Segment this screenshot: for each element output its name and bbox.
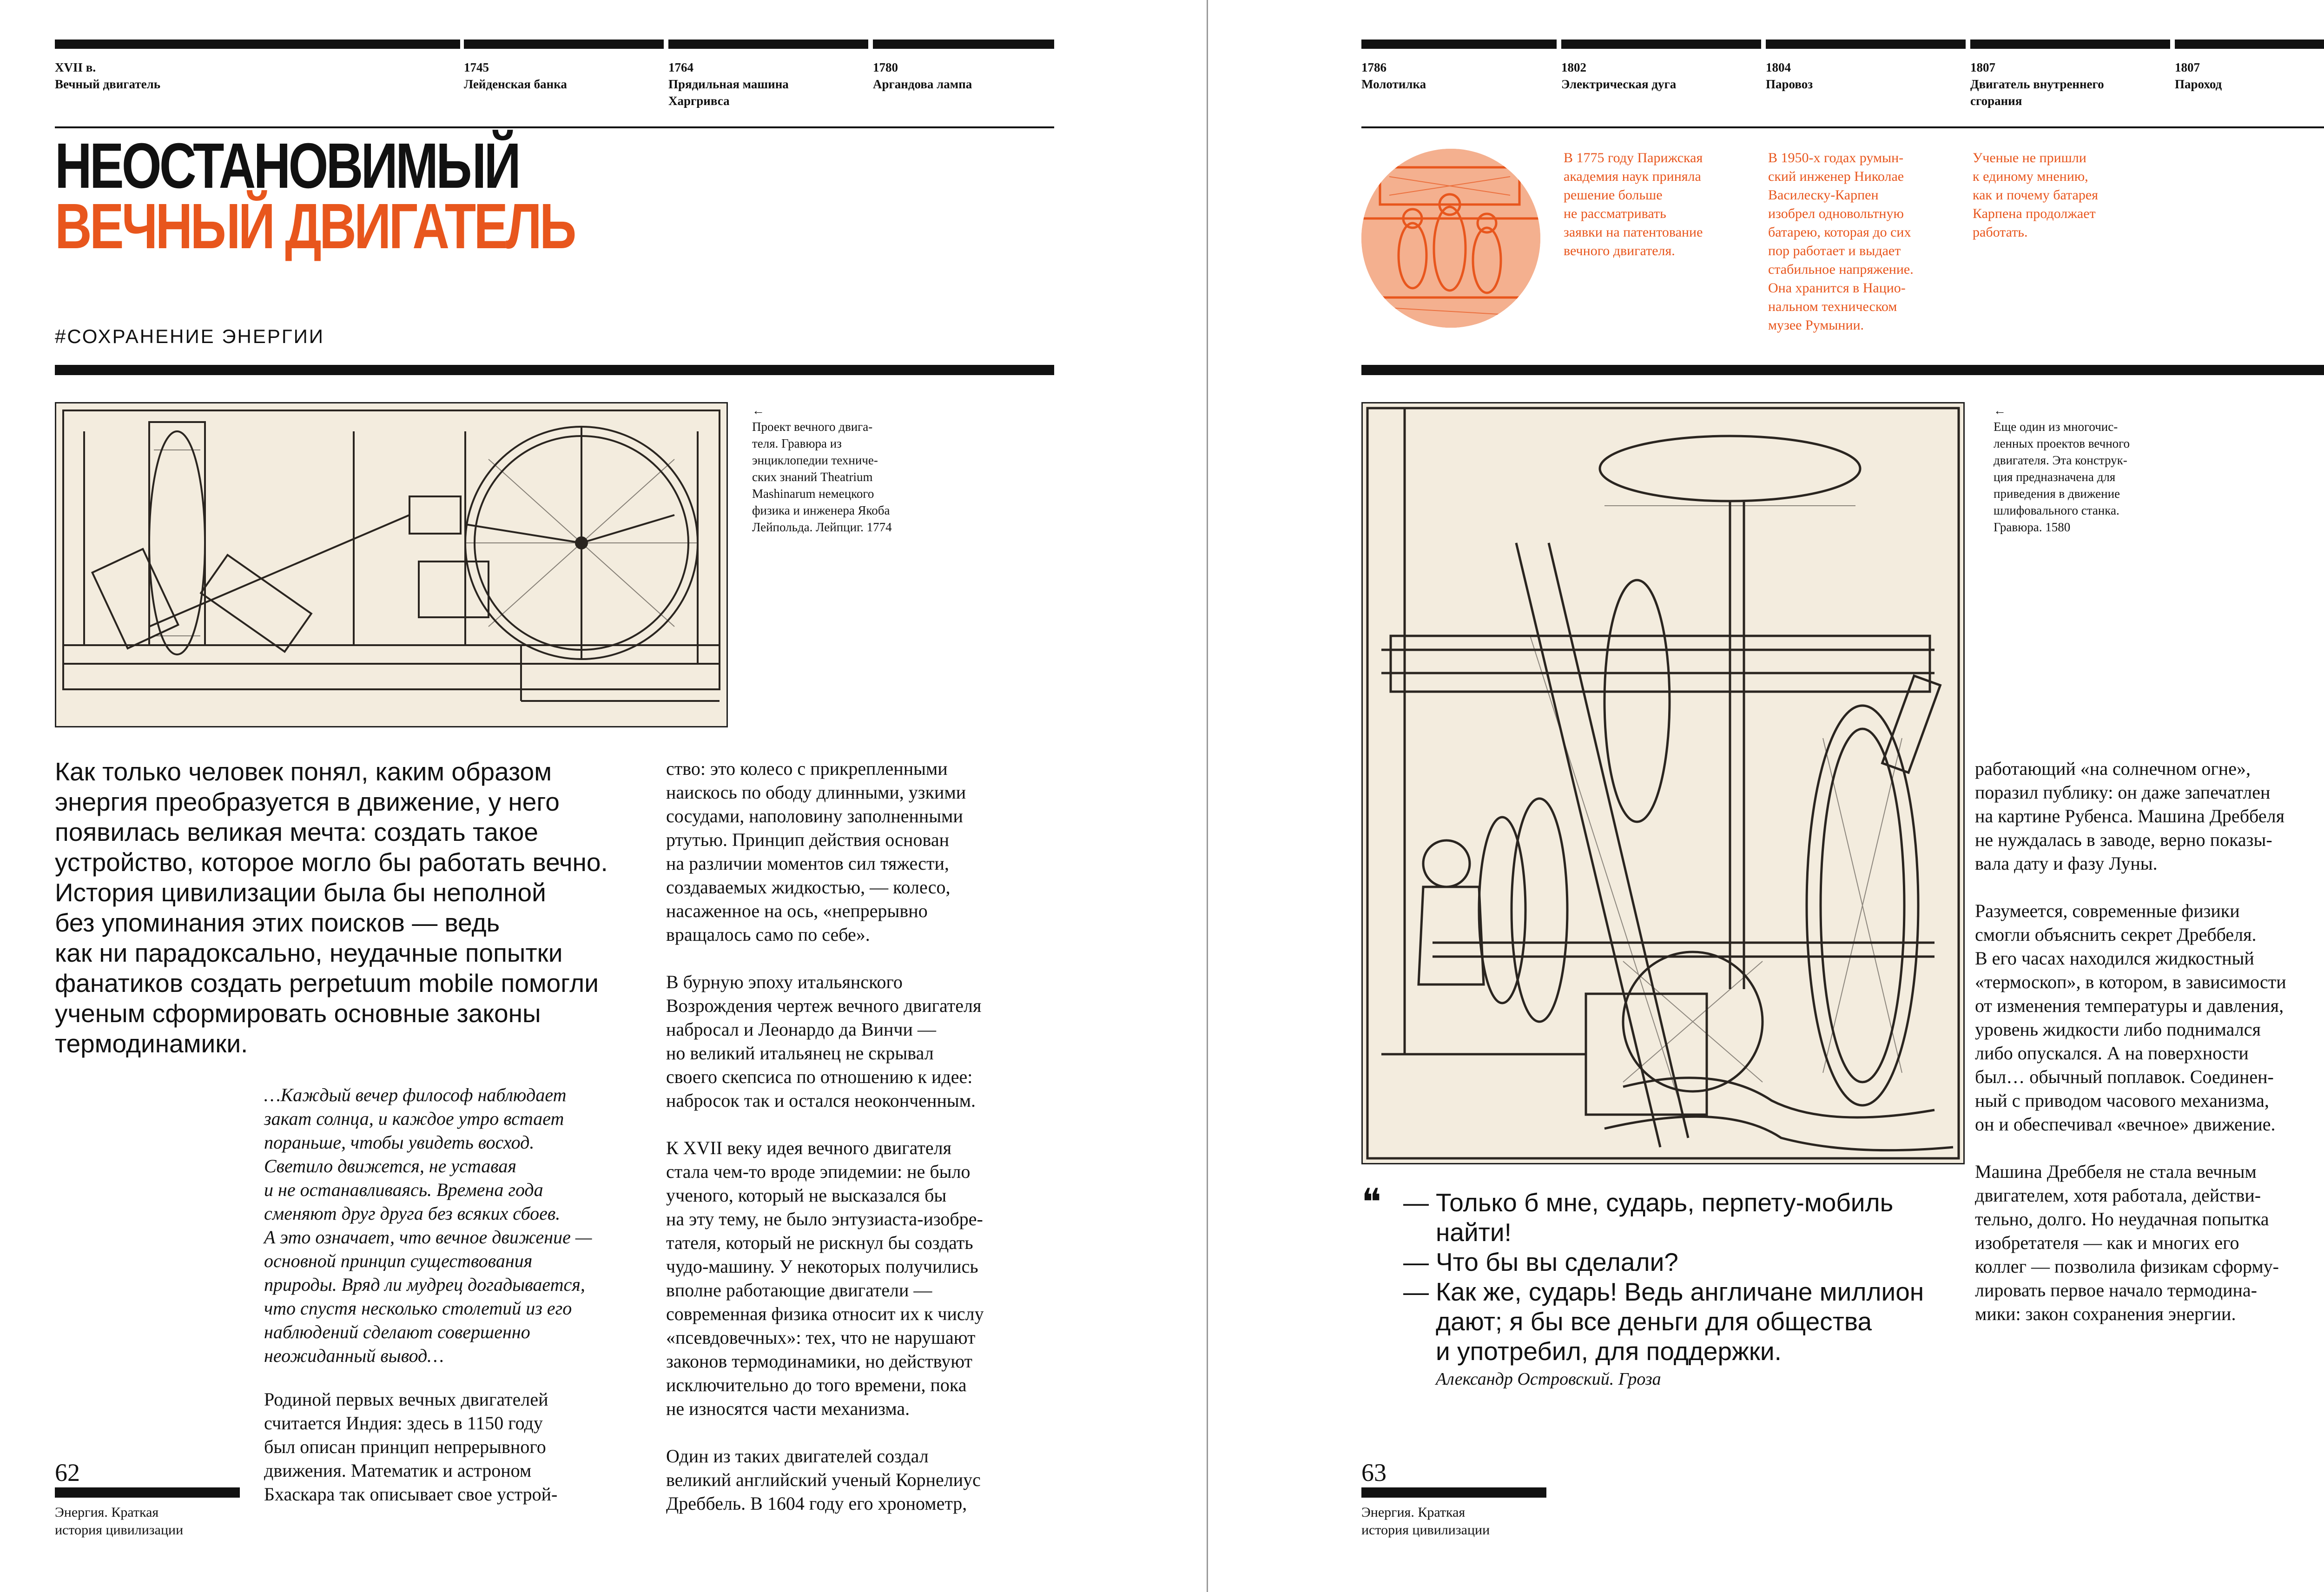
timeline-label: Пароход (2175, 77, 2222, 91)
page-number: 63 (1361, 1459, 1386, 1486)
right-page (1208, 0, 2324, 1592)
footer-bar (55, 1487, 240, 1498)
body-column-2 (666, 757, 1056, 1539)
engraving-perpetual-engine (55, 402, 728, 727)
quote-dash: — (1403, 1248, 1429, 1276)
timeline-item (668, 40, 868, 109)
timeline-year: XVII в. (55, 60, 96, 74)
body-column-3 (1975, 757, 2324, 1349)
timeline-item (2175, 40, 2324, 92)
figure-caption: Проект вечного двига- теля. Гравюра из энциклопедии техниче- ских знаний Theatrium Mashinarum немецкого физика и инженера Якоба Лейпольда. Лейпциг. 1774 (752, 420, 892, 534)
dialogue-quote (1403, 1188, 1984, 1366)
timeline-label: Прядильная машина Харгривса (668, 77, 789, 108)
page-number: 62 (55, 1459, 80, 1486)
timeline-label: Двигатель внутреннего сгорания (1970, 77, 2104, 108)
timeline-year: 1786 (1361, 60, 1386, 74)
timeline-year: 1802 (1561, 60, 1586, 74)
timeline-year: 1764 (668, 60, 693, 74)
timeline-label: Вечный двигатель (55, 77, 161, 91)
engraving-illustration (1363, 403, 1963, 1163)
timeline-item (1970, 40, 2170, 109)
timeline-year: 1780 (873, 60, 898, 74)
body-paragraph: К XVII веку идея вечного двигателя стала чем-то вроде эпидемии: не было ученого, который не высказался бы на эту тему, не было энтузиаста-изобре- тателя, который не рискнул бы создать чудо-машину. У некоторых получились вполне работающие двигатели — современная физика относит их к числу «псевдовечных»: тех, что не нарушают законов термодинамики, но действуют исключительно до того времени, пока не износятся части механизма. (666, 1137, 984, 1419)
timeline-label: Паровоз (1766, 77, 1813, 91)
timeline-year: 1745 (464, 60, 489, 74)
section-rule (1361, 365, 2324, 375)
title-line1: НЕОСТАНОВИМЫЙ (55, 130, 519, 202)
engraving-grinding-machine (1361, 402, 1965, 1164)
philosopher-quote: …Каждый вечер философ наблюдает закат солнца, и каждое утро встает пораньше, чтобы увидеть восход. Светило движется, не уставая и не останавливаясь. Времена года сменяют друг друга без всяких сбоев. А это означает, что вечное движение — основной принцип существования природы. Вряд ли мудрец догадывается, что спустя несколько столетий из его наблюдений сделают совершенно неожиданный вывод… (264, 1084, 592, 1366)
quote-text: найти! (1436, 1218, 1512, 1247)
engraving-illustration (56, 403, 726, 726)
quote-dash: — (1403, 1188, 1429, 1217)
timeline-label: Молотилка (1361, 77, 1426, 91)
quote-line (1403, 1217, 1984, 1247)
quote-line (1403, 1336, 1984, 1366)
section-rule (55, 365, 1054, 375)
timeline-year: 1807 (1970, 60, 1995, 74)
figure-caption-arrow: ← (752, 403, 765, 417)
quote-text: Что бы вы сделали? (1436, 1248, 1678, 1276)
body-paragraph: работающий «на солнечном огне», поразил публику: он даже запечатлен на картине Рубенса. Машина Дреббеля не нуждалась в заводе, верно показы- вала дату и фазу Луны. (1975, 758, 2284, 874)
academy-engraving (1361, 149, 1540, 328)
title-line2: ВЕЧНЫЙ ДВИГАТЕЛЬ (55, 191, 574, 262)
timeline-label: Электрическая дуга (1561, 77, 1677, 91)
fact-note-3: Ученые не пришли к единому мнению, как и почему батарея Карпена продолжает работать. (1973, 150, 2098, 240)
timeline-item (1561, 40, 1761, 92)
quote-mark-icon: ❝ (1361, 1182, 1382, 1223)
quote-line (1403, 1277, 1984, 1307)
quote-line (1403, 1188, 1984, 1217)
topic-tag: #СОХРАНЕНИЕ ЭНЕРГИИ (55, 325, 324, 347)
timeline-label: Аргандова лампа (873, 77, 972, 91)
quote-text: дают; я бы все деньги для общества (1436, 1307, 1872, 1336)
academy-circle-image (1361, 149, 1540, 328)
timeline-year: 1807 (2175, 60, 2200, 74)
timeline-year: 1804 (1766, 60, 1791, 74)
footer-book-title: Энергия. Краткая история цивилизации (1361, 1505, 1490, 1538)
timeline-bottom-rule (55, 126, 1054, 128)
timeline-item (55, 40, 460, 92)
quote-text: и употребил, для поддержки. (1436, 1337, 1782, 1366)
body-paragraph: Один из таких двигателей создал великий английский ученый Корнелиус Дреббель. В 1604 году его хронометр, (666, 1446, 981, 1514)
quote-line (1403, 1307, 1984, 1336)
quote-text: Только б мне, сударь, перпету-мобиль (1436, 1188, 1894, 1217)
footer-bar (1361, 1487, 1546, 1498)
timeline-label: Лейденская банка (464, 77, 567, 91)
quote-dash: — (1403, 1277, 1429, 1306)
figure-caption: Еще один из многочис- ленных проектов вечного двигателя. Эта конструк- ция предназначена для приведения в движение шлифовального станка. Гравюра. 1580 (1994, 420, 2130, 534)
timeline-bottom-rule (1361, 126, 2324, 128)
lead-paragraph: Как только человек понял, каким образом энергия преобразуется в движение, у него появилась великая мечта: создать такое устройство, которое могло бы работать вечно. История цивилизации была бы неполной без упоминания этих поисков — ведь как ни парадоксально, неудачные попытки фанатиков создать perpetuum mobile помогли ученым сформировать основные законы термодинамики. (55, 757, 608, 1058)
timeline-item (464, 40, 664, 92)
quote-text: Как же, сударь! Ведь англичане миллион (1436, 1277, 1924, 1306)
timeline-item (873, 40, 1054, 92)
timeline-item (1361, 40, 1557, 92)
footer-book-title: Энергия. Краткая история цивилизации (55, 1505, 184, 1538)
figure-caption-arrow: ← (1994, 403, 2006, 417)
body-paragraph: Машина Дреббеля не стала вечным двигателем, хотя работала, действи- тельно, долго. Но неудачная попытка изобретателя — как и многих его коллег — позволила физикам сформу- лировать первое начало термодина- мики: закон сохранения энергии. (1975, 1161, 2279, 1324)
fact-note-1: В 1775 году Парижская академия наук приняла решение больше не рассматривать заявки на патентование вечного двигателя. (1564, 150, 1703, 258)
quote-attribution: Александр Островский. Гроза (1436, 1369, 1661, 1389)
quote-line (1403, 1247, 1984, 1277)
body-paragraph: ство: это колесо с прикрепленными наискось по ободу длинными, узкими сосудами, наполовину заполненными ртутью. Принцип действия основан на различии моментов сил тяжести, создаваемых жидкостью, — колесо, насаженное на ось, «непрерывно вращалось само по себе». (666, 758, 966, 945)
timeline-bar (55, 40, 460, 49)
body-paragraph: Разумеется, современные физики смогли объяснить секрет Дреббеля. В его часах находился жидкостный «термоскоп», в котором, в зависимости от изменения температуры и давления, уровень жидкости либо поднимался либо опускался. А на поверхности был… обычный поплавок. Соединен- ный с приводом часового механизма, он и обеспечивал «вечное» движение. (1975, 900, 2286, 1135)
timeline-item (1766, 40, 1966, 92)
body-column-1: Родиной первых вечных двигателей считается Индия: здесь в 1150 году был описан принцип непрерывного движения. Математик и астроном Бхаскара так описывает свое устрой- (264, 1389, 558, 1505)
body-paragraph: В бурную эпоху итальянского Возрождения чертеж вечного двигателя набросал и Леонардо да Винчи — но великий итальянец не скрывал своего скепсиса по отношению к идее: набросок так и остался неоконченным. (666, 971, 982, 1111)
fact-note-2: В 1950-х годах румын- ский инженер Николае Василеску-Карпен изобрел одновольтную батарею, которая до сих пор работает и выдает стабильное напряжение. Она хранится в Нацио- нальном техническом музее Румынии. (1768, 150, 1914, 333)
